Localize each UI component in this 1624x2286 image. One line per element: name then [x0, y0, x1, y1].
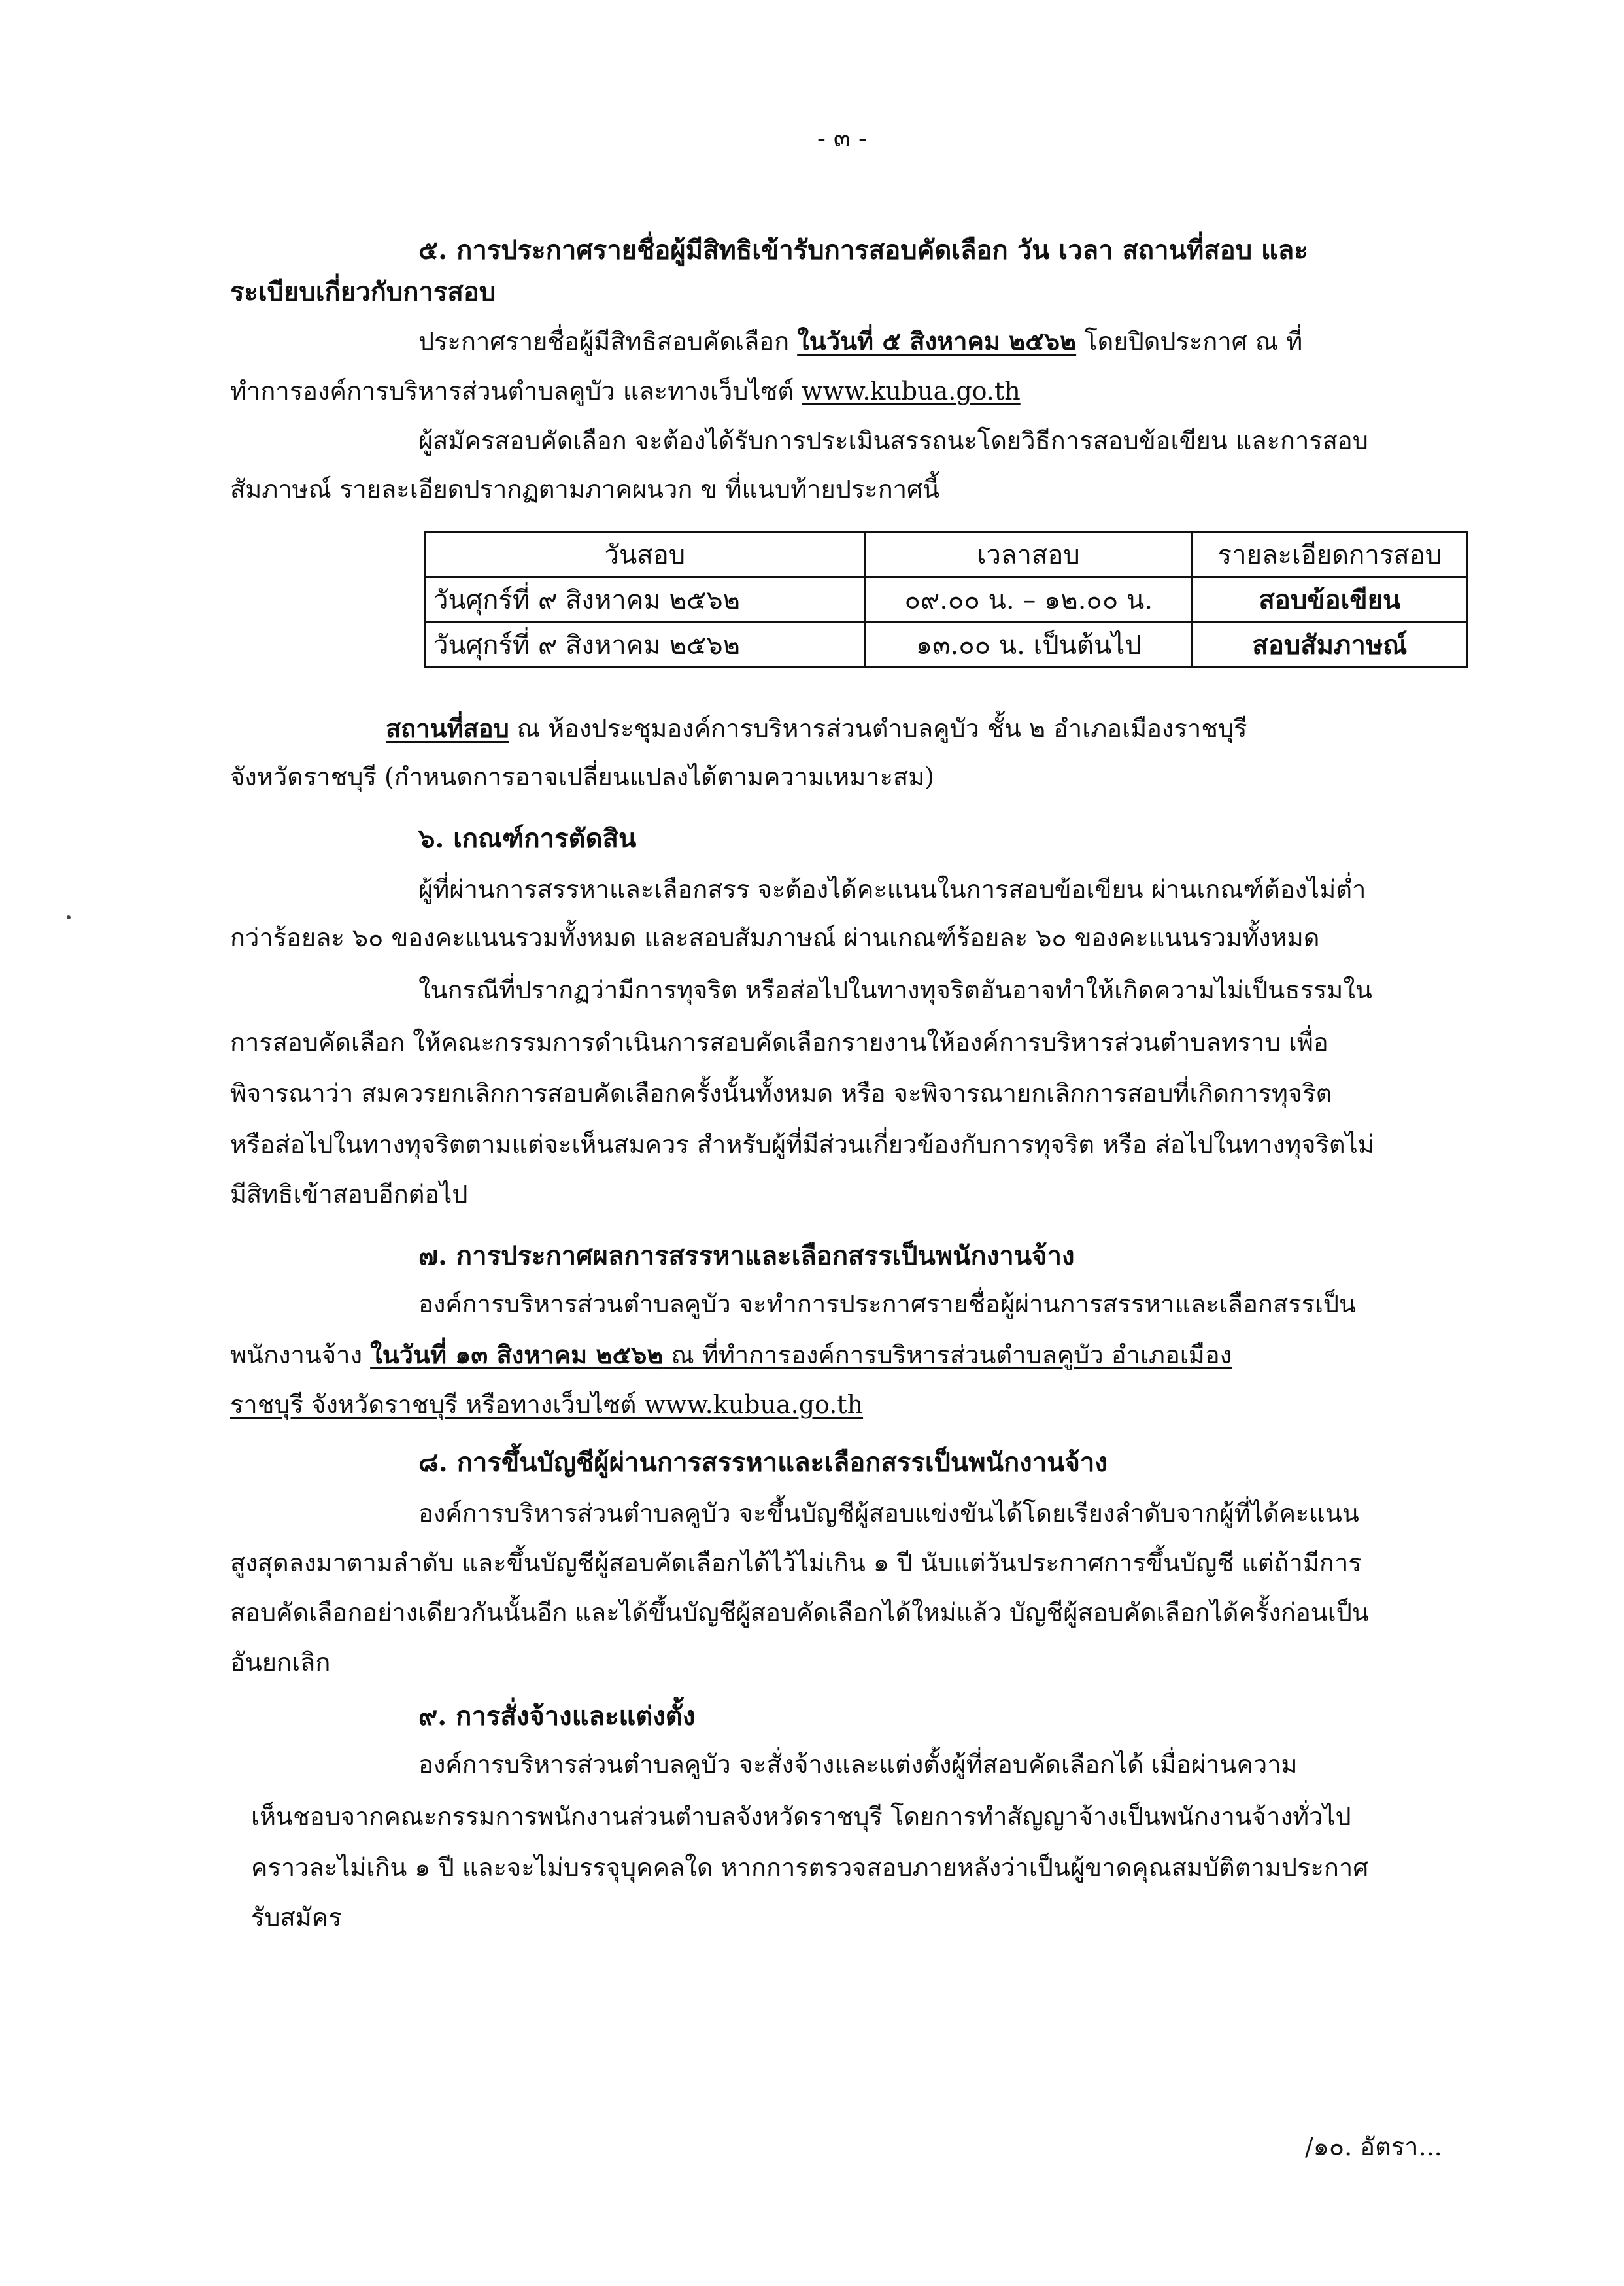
section-8-para1-line1: องค์การบริหารส่วนตำบลคูบัว จะขึ้นบัญชีผู้สอบแข่งขันได้โดยเรียงลำดับจากผู้ที่ได้คะแนน: [418, 1499, 1359, 1527]
section-9-para1-line2: เห็นชอบจากคณะกรรมการพนักงานส่วนตำบลจังหวัดราชบุรี โดยการทำสัญญาจ้างเป็นพนักงานจ้างทั่วไป: [251, 1802, 1351, 1831]
table-header: เวลาสอบ: [865, 532, 1192, 577]
section-6-para2-line4: หรือส่อไปในทางทุจริตตามแต่จะเห็นสมควร สำหรับผู้ที่มีส่วนเกี่ยวข้องกับการทุจริต หรือ ส่อไปในทางทุจริตไม่: [230, 1130, 1374, 1159]
section-7-para1-line2: พนักงานจ้าง ในวันที่ ๑๓ สิงหาคม ๒๕๖๒ ณ ที่ทำการองค์การบริหารส่วนตำบลคูบัว อำเภอเมือง: [230, 1340, 1232, 1369]
continuation-note: /๑๐. อัตรา...: [1305, 2132, 1442, 2161]
table-header: รายละเอียดการสอบ: [1192, 532, 1467, 577]
section-8-para1-line3: สอบคัดเลือกอย่างเดียวกันนั้นอีก และได้ขึ้นบัญชีผู้สอบคัดเลือกได้ใหม่แล้ว บัญชีผู้สอบคัดเลือกได้ครั้งก่อนเป็น: [230, 1598, 1369, 1627]
section-6-para1-line1: ผู้ที่ผ่านการสรรหาและเลือกสรร จะต้องได้คะแนนในการสอบข้อเขียน ผ่านเกณฑ์ต้องไม่ต่ำ: [418, 875, 1366, 904]
table-cell: สอบข้อเขียน: [1192, 577, 1467, 623]
section-5-para2-line1: ผู้สมัครสอบคัดเลือก จะต้องได้รับการประเมินสรรถนะโดยวิธีการสอบข้อเขียน และการสอบ: [418, 426, 1368, 455]
section-6-title: ๖. เกณฑ์การตัดสิน: [418, 823, 637, 854]
section-9-para1-line3: คราวละไม่เกิน ๑ ปี และจะไม่บรรจุบุคคลใด หากการตรวจสอบภายหลังว่าเป็นผู้ขาดคุณสมบัติตามประกาศ: [251, 1853, 1369, 1882]
venue-line2: จังหวัดราชบุรี (กำหนดการอาจเปลี่ยนแปลงได้ตามความเหมาะสม): [230, 762, 935, 791]
table-header: วันสอบ: [425, 532, 866, 577]
section-8-title: ๘. การขึ้นบัญชีผู้ผ่านการสรรหาและเลือกสรรเป็นพนักงานจ้าง: [418, 1447, 1108, 1478]
section-5-title-line2: ระเบียบเกี่ยวกับการสอบ: [230, 277, 496, 307]
section-9-title: ๙. การสั่งจ้างและแต่งตั้ง: [418, 1701, 696, 1732]
section-5-para2-line2: สัมภาษณ์ รายละเอียดปรากฏตามภาคผนวก ข ที่แนบท้ายประกาศนี้: [230, 475, 940, 503]
section-8-para1-line2: สูงสุดลงมาตามลำดับ และขึ้นบัญชีผู้สอบคัดเลือกได้ไว้ไม่เกิน ๑ ปี นับแต่วันประกาศการขึ้นบัญชี แต่ถ้ามีการ: [230, 1548, 1362, 1577]
section-7-para1-line1: องค์การบริหารส่วนตำบลคูบัว จะทำการประกาศรายชื่อผู้ผ่านการสรรหาและเลือกสรรเป็น: [418, 1289, 1357, 1318]
table-cell: วันศุกร์ที่ ๙ สิงหาคม ๒๕๖๒: [425, 623, 866, 668]
section-6-para2-line1: ในกรณีที่ปรากฏว่ามีการทุจริต หรือส่อไปในทางทุจริตอันอาจทำให้เกิดความไม่เป็นธรรมใน: [418, 976, 1372, 1004]
scan-speck: [67, 915, 71, 919]
exam-schedule-table: [424, 531, 1468, 668]
section-5-para1-line1: ประกาศรายชื่อผู้มีสิทธิสอบคัดเลือก ในวันที่ ๕ สิงหาคม ๒๕๖๒ โดยปิดประกาศ ณ ที่: [418, 326, 1303, 356]
table-cell: สอบสัมภาษณ์: [1192, 623, 1467, 668]
section-9-para1-line4: รับสมัคร: [251, 1903, 342, 1932]
table-cell: ๐๙.๐๐ น. – ๑๒.๐๐ น.: [865, 577, 1192, 623]
announce-date: ในวันที่ ๕ สิงหาคม ๒๕๖๒: [797, 326, 1077, 356]
table-header-row: [425, 532, 1468, 577]
table-cell: ๑๓.๐๐ น. เป็นต้นไป: [865, 623, 1192, 668]
result-date: ในวันที่ ๑๓ สิงหาคม ๒๕๖๒: [370, 1340, 664, 1369]
section-5-para1-line2: ทำการองค์การบริหารส่วนตำบลคูบัว และทางเว็บไซต์ www.kubua.go.th: [230, 377, 1021, 405]
section-5-title-line1: ๕. การประกาศรายชื่อผู้มีสิทธิเข้ารับการสอบคัดเลือก วัน เวลา สถานที่สอบ และ: [418, 235, 1308, 265]
section-7-para1-line3: ราชบุรี จังหวัดราชบุรี หรือทางเว็บไซต์ www.kubua.go.th: [230, 1390, 864, 1419]
section-8-para1-line4: อันยกเลิก: [230, 1648, 331, 1677]
section-6-para2-line3: พิจารณาว่า สมควรยกเลิกการสอบคัดเลือกครั้งนั้นทั้งหมด หรือ จะพิจารณายกเลิกการสอบที่เกิดการทุจริต: [230, 1079, 1332, 1108]
section-6-para2-line5: มีสิทธิเข้าสอบอีกต่อไป: [230, 1180, 468, 1208]
table-row: [425, 623, 1468, 668]
table-row: [425, 577, 1468, 623]
page-number: - ๓ -: [817, 124, 867, 152]
website-link[interactable]: www.kubua.go.th: [802, 377, 1021, 405]
section-7-title: ๗. การประกาศผลการสรรหาและเลือกสรรเป็นพนักงานจ้าง: [418, 1240, 1075, 1271]
venue-label: สถานที่สอบ: [386, 713, 509, 743]
section-6-para2-line2: การสอบคัดเลือก ให้คณะกรรมการดำเนินการสอบคัดเลือกรายงานให้องค์การบริหารส่วนตำบลทราบ เพื่อ: [230, 1028, 1328, 1057]
table-cell: วันศุกร์ที่ ๙ สิงหาคม ๒๕๖๒: [425, 577, 866, 623]
venue-line1: สถานที่สอบ ณ ห้องประชุมองค์การบริหารส่วนตำบลคูบัว ชั้น ๒ อำเภอเมืองราชบุรี: [386, 713, 1247, 743]
section-9-para1-line1: องค์การบริหารส่วนตำบลคูบัว จะสั่งจ้างและแต่งตั้งผู้ที่สอบคัดเลือกได้ เมื่อผ่านความ: [418, 1750, 1298, 1779]
section-6-para1-line2: กว่าร้อยละ ๖๐ ของคะแนนรวมทั้งหมด และสอบสัมภาษณ์ ผ่านเกณฑ์ร้อยละ ๖๐ ของคะแนนรวมทั้งหมด: [230, 923, 1320, 952]
